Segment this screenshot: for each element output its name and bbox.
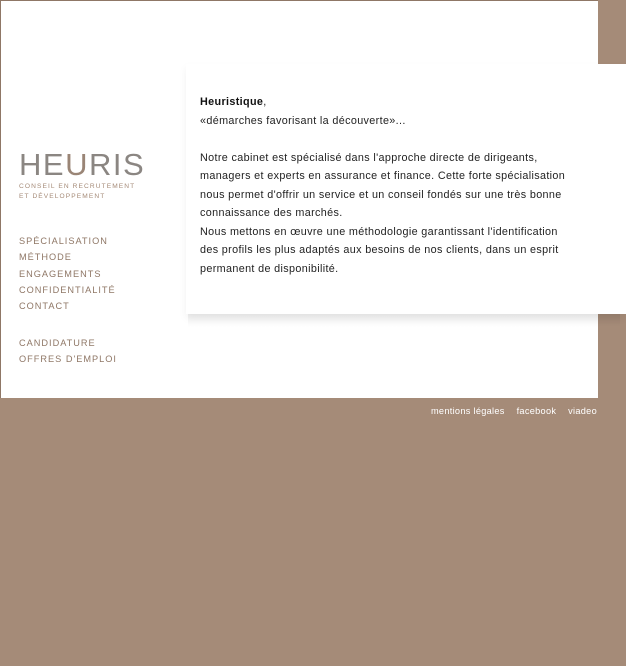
panel-shadow (188, 313, 620, 327)
logo-word-right: RIS (88, 147, 146, 182)
intro-block (200, 93, 595, 130)
main-nav (19, 233, 116, 314)
secondary-nav (19, 335, 117, 368)
logo-wordmark (19, 147, 146, 182)
nav-item-methode[interactable]: MÉTHODE (19, 252, 72, 263)
nav-item-offres-emploi[interactable]: OFFRES D'EMPLOI (19, 354, 117, 365)
logo-subtitle (19, 182, 145, 202)
nav-item-contact[interactable]: CONTACT (19, 301, 70, 312)
body-line: managers et experts en assurance et finance. Cette forte spécialisation (200, 170, 566, 182)
body-paragraph (200, 149, 595, 279)
content-text (200, 93, 595, 278)
footer-link-facebook[interactable]: facebook (516, 406, 557, 416)
footer-links (422, 406, 597, 416)
nav-item-engagements[interactable]: ENGAGEMENTS (19, 268, 102, 279)
logo-subtitle-line1: CONSEIL EN RECRUTEMENT (19, 183, 136, 190)
logo-subtitle-line2: ET DÉVELOPPEMENT (19, 193, 106, 200)
body-line: Nous mettons en œuvre une méthodologie garantissant l'identification (200, 225, 558, 238)
body-line: connaissance des marchés. (200, 207, 343, 219)
logo-word-left: HE (19, 147, 66, 182)
intro-heading-punct: , (263, 96, 267, 108)
intro-tagline: «démarches favorisant la découverte»... (200, 114, 406, 127)
nav-item-confidentialite[interactable]: CONFIDENTIALITÉ (19, 284, 116, 295)
intro-heading: Heuristique (200, 96, 264, 108)
footer-link-viadeo[interactable]: viadeo (568, 406, 597, 416)
footer-link-mentions-legales[interactable]: mentions légales (430, 406, 505, 416)
logo[interactable] (19, 147, 146, 202)
nav-item-specialisation[interactable]: SPÉCIALISATION (19, 236, 108, 246)
body-line: des profils les plus adaptés aux besoins de nos clients, dans un esprit (200, 244, 559, 256)
body-line: nous permet d'offrir un service et un conseil fondés sur une très bonne (200, 188, 562, 201)
body-line: Notre cabinet est spécialisé dans l'approche directe de dirigeants, (200, 151, 538, 164)
logo-word-mid: U (65, 147, 89, 182)
body-line: permanent de disponibilité. (200, 262, 339, 275)
nav-item-candidature[interactable]: CANDIDATURE (19, 338, 96, 348)
